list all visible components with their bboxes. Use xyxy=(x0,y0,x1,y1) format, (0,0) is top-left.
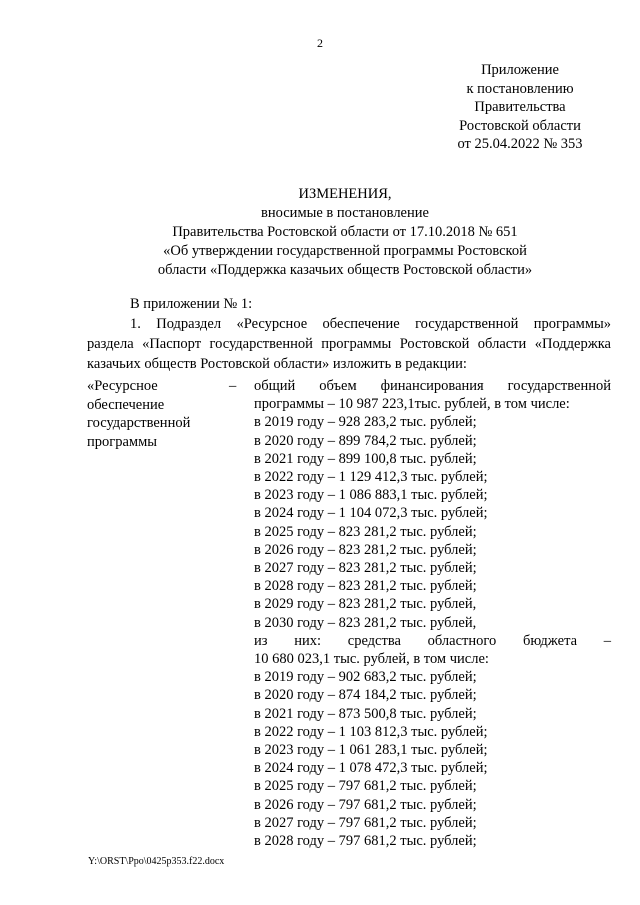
section-label-line: обеспечение xyxy=(87,396,165,413)
regional-year-line: в 2024 году – 1 078 472,3 тыс. рублей; xyxy=(254,760,488,777)
appendix-line: Ростовской области xyxy=(459,117,581,134)
funding-total-line: программы – 10 987 223,1тыс. рублей, в том числе: xyxy=(254,396,570,413)
title-line: ИЗМЕНЕНИЯ, xyxy=(298,186,392,202)
funding-year-line: в 2025 году – 823 281,2 тыс. рублей; xyxy=(254,523,477,540)
regional-budget-line: из них: средства областного бюджета – xyxy=(254,632,611,649)
funding-year-line: в 2027 году – 823 281,2 тыс. рублей; xyxy=(254,560,477,577)
funding-year-line: в 2021 году – 899 100,8 тыс. рублей; xyxy=(254,450,477,467)
intro-line: 1. Подраздел «Ресурсное обеспечение государственной программы» xyxy=(130,316,611,332)
section-label-line: «Ресурсное xyxy=(87,378,158,394)
regional-year-line: в 2023 году – 1 061 283,1 тыс. рублей; xyxy=(254,742,488,759)
funding-year-line: в 2029 году – 823 281,2 тыс. рублей, xyxy=(254,596,477,613)
funding-year-line: в 2022 году – 1 129 412,3 тыс. рублей; xyxy=(254,469,488,486)
section-label-line: программы xyxy=(87,433,157,450)
funding-year-line: в 2028 году – 823 281,2 тыс. рублей; xyxy=(254,578,477,595)
title-line: области «Поддержка казачьих обществ Ростовской области» xyxy=(157,262,533,278)
regional-year-line: в 2026 году – 797 681,2 тыс. рублей; xyxy=(254,796,477,813)
appendix-line: к постановлению xyxy=(466,80,574,97)
funding-year-line: в 2019 году – 928 283,2 тыс. рублей; xyxy=(254,414,477,431)
intro-line: раздела «Паспорт государственной программы Ростовской области «Поддержка xyxy=(87,336,611,352)
section-label-line: государственной xyxy=(87,415,191,431)
intro-line: казачьих обществ Ростовской области» изложить в редакции: xyxy=(87,356,467,372)
funding-year-line: в 2020 году – 899 784,2 тыс. рублей; xyxy=(254,432,477,449)
regional-year-line: в 2022 году – 1 103 812,3 тыс. рублей; xyxy=(254,723,488,740)
appendix-line: Правительства xyxy=(474,99,566,115)
file-path-footer: Y:\ORST\Ppo\0425p353.f22.docx xyxy=(88,856,225,867)
regional-year-line: в 2021 году – 873 500,8 тыс. рублей; xyxy=(254,705,477,722)
page-number: 2 xyxy=(317,36,323,50)
intro-paragraph xyxy=(87,294,611,374)
regional-year-line: в 2027 году – 797 681,2 тыс. рублей; xyxy=(254,814,477,831)
regional-year-line: в 2025 году – 797 681,2 тыс. рублей; xyxy=(254,778,477,795)
funding-year-line: в 2023 году – 1 086 883,1 тыс. рублей; xyxy=(254,487,488,504)
funding-year-line: в 2024 году – 1 104 072,3 тыс. рублей; xyxy=(254,505,488,522)
intro-line: В приложении № 1: xyxy=(130,296,253,312)
appendix-header xyxy=(440,61,600,154)
document-title xyxy=(0,185,640,280)
appendix-line: Приложение xyxy=(481,62,559,78)
regional-budget-line: 10 680 023,1 тыс. рублей, в том числе: xyxy=(254,651,489,668)
title-line: Правительства Ростовской области от 17.10.2018 № 651 xyxy=(172,224,518,240)
regional-year-line: в 2028 году – 797 681,2 тыс. рублей; xyxy=(254,833,477,850)
title-line: «Об утверждении государственной программы Ростовской xyxy=(163,243,527,259)
appendix-line: от 25.04.2022 № 353 xyxy=(457,136,583,152)
section-dash: – xyxy=(229,378,237,394)
funding-total-line: общий объем финансирования государственной xyxy=(254,378,611,394)
title-line: вносимые в постановление xyxy=(261,205,429,221)
section-label xyxy=(87,377,207,451)
funding-details xyxy=(254,377,611,850)
funding-year-line: в 2026 году – 823 281,2 тыс. рублей; xyxy=(254,541,477,558)
funding-year-line: в 2030 году – 823 281,2 тыс. рублей, xyxy=(254,614,477,631)
regional-year-line: в 2020 году – 874 184,2 тыс. рублей; xyxy=(254,687,477,704)
regional-year-line: в 2019 году – 902 683,2 тыс. рублей; xyxy=(254,669,477,686)
